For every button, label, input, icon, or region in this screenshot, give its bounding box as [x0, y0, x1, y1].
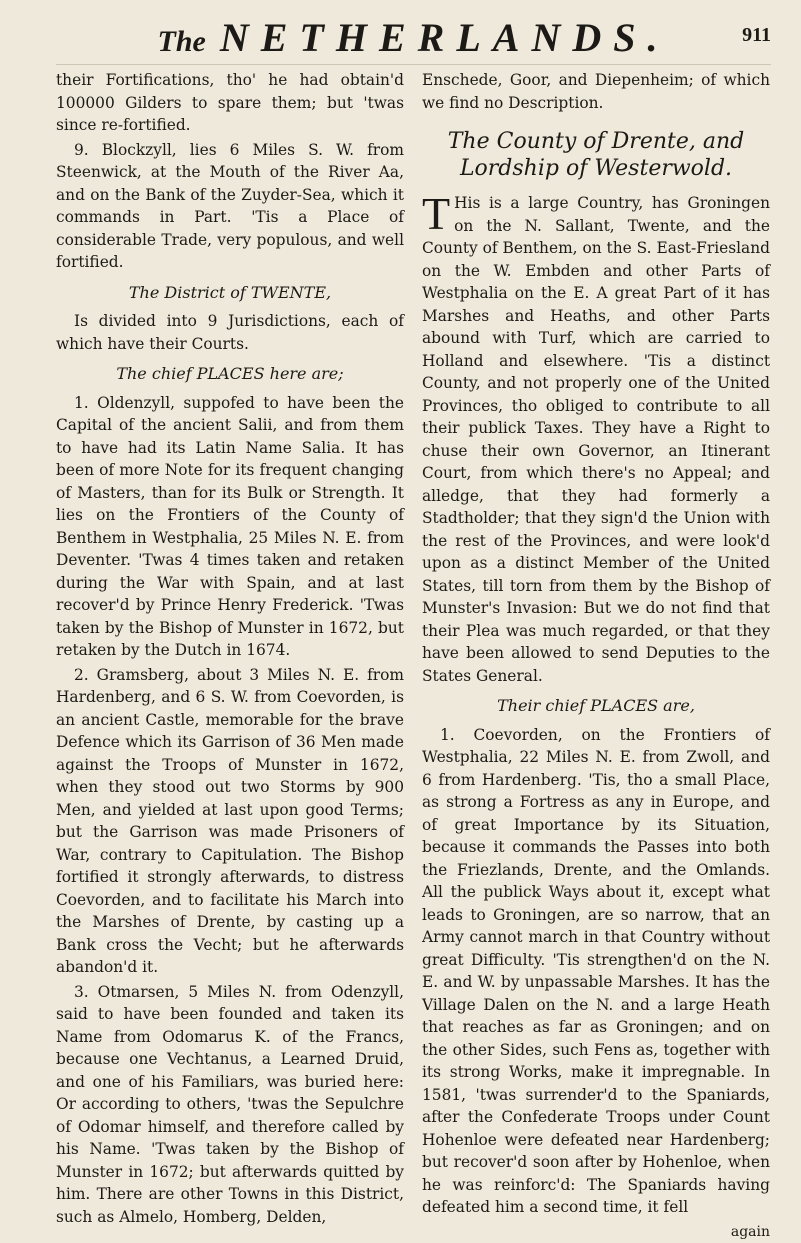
district-intro: Is divided into 9 Jurisdictions, each of which have their Courts. — [56, 310, 404, 355]
right-column — [422, 69, 770, 1243]
places-heading: Their chief PLACES are, — [422, 695, 770, 718]
paragraph: their Fortifications, tho' he had obtain'd 100000 Gilders to spare them; but 'twas since re-fortified. — [56, 69, 404, 137]
place-entry: 2. Gramsberg, about 3 Miles N. E. from Hardenberg, and 6 S. W. from Coevorden, is an ancient Castle, memorable for the brave Defence which its Garrison of 36 Men made against the Troops of Munster in 1672, when they stood out two Storms by 900 Men, and yielded at last upon good Terms; but the Garrison was made Prisoners of War, contrary to Capitulation. The Bishop fortified it strongly afterwards, to distress Coevorden, and to facilitate his March into the Marshes of Drente, by casting up a Bank cross the Vecht; but he afterwards abandon'd it. — [56, 664, 404, 979]
page-number: 911 — [742, 24, 771, 47]
text-columns — [56, 69, 771, 1243]
paragraph: 9. Blockzyll, lies 6 Miles S. W. from Steenwick, at the Mouth of the River Aa, and on the Bank of the Zuyder-Sea, which it commands in Part. 'Tis a Place of considerable Trade, very populous, and well fortified. — [56, 139, 404, 274]
county-heading: The County of Drente, and Lordship of Westerwold. — [422, 128, 770, 182]
county-text: His is a large Country, has Groningen on the N. Sallant, Twente, and the County of Benthem, on the S. East-Friesland on the W. Embden and other Parts of Westphalia on the E. A great Part of it has Marshes and Heaths, and other Parts abound with Turf, which are carried to Holland and elsewhere. 'Tis a distinct County, and not properly one of the United Provinces, tho obliged to contribute to all their publick Taxes. They have a Right to chuse their own Governor, an Itinerant Court, from which there's no Appeal; and alledge, that they had formerly a Stadtholder; that they sign'd the Union with the rest of the Provinces, and were look'd upon as a distinct Member of the United States, till torn from them by the Bishop of Munster's Invasion: But we do not find that their Plea was much regarded, or that they have been allowed to send Deputies to the States General. — [422, 194, 770, 685]
place-entry: 1. Coevorden, on the Frontiers of Westphalia, 22 Miles N. E. from Zwoll, and 6 from Hardenberg. 'Tis, tho a small Place, as strong a Fortress as any in Europe, and of great Importance by its Situation, because it commands the Passes into both the Friezlands, Drente, and the Omlands. All the publick Ways about it, except what leads to Groningen, are so narrow, that an Army cannot march in that Country without great Difficulty. 'Tis strengthen'd on the N. E. and W. by unpassable Marshes. It has the Village Dalen on the N. and a large Heath that reaches as far as Groningen; and on the other Sides, such Fens as, together with its strong Works, make it impregnable. In 1581, 'twas surrender'd to the Spaniards, after the Confederate Troops under Count Hohenloe were defeated near Hardenberg; but recover'd soon after by Hohenloe, when he was reinforc'd: The Spaniards having defeated him a second time, it fell — [422, 724, 770, 1219]
place-entry: 3. Otmarsen, 5 Miles N. from Odenzyll, said to have been founded and taken its Name from Odomarus K. of the Francs, because one Vechtanus, a Learned Druid, and one of his Familiars, was buried here: Or according to others, 'twas the Sepulchre of Odomar himself, and therefore called by his Name. 'Twas taken by the Bishop of Munster in 1672; but afterwards quitted by him. There are other Towns in this District, such as Almelo, Homberg, Delden, — [56, 981, 404, 1229]
continuation-paragraph: Enschede, Goor, and Diepenheim; of which we find no Description. — [422, 69, 770, 114]
places-heading: The chief PLACES here are; — [56, 363, 404, 386]
place-entry: 1. Oldenzyll, suppofed to have been the Capital of the ancient Salii, and from them to have had its Latin Name Salia. It has been of more Note for its frequent changing of Masters, than for its Bulk or Strength. It lies on the Frontiers of the County of Benthem in Westphalia, 25 Miles N. E. from Deventer. 'Twas 4 times taken and retaken during the War with Spain, and at last recover'd by Prince Henry Frederick. 'Twas taken by the Bishop of Munster in 1672, but retaken by the Dutch in 1674. — [56, 392, 404, 662]
running-title-text: NETHERLANDS. — [220, 15, 670, 60]
catchword: again — [422, 1221, 770, 1243]
running-title — [116, 16, 711, 64]
district-heading: The District of TWENTE, — [56, 282, 404, 305]
page-header — [56, 10, 771, 65]
drop-cap: T — [422, 194, 450, 234]
running-title-lead: The — [158, 25, 206, 58]
left-column — [56, 69, 404, 1243]
county-paragraph — [422, 192, 770, 687]
